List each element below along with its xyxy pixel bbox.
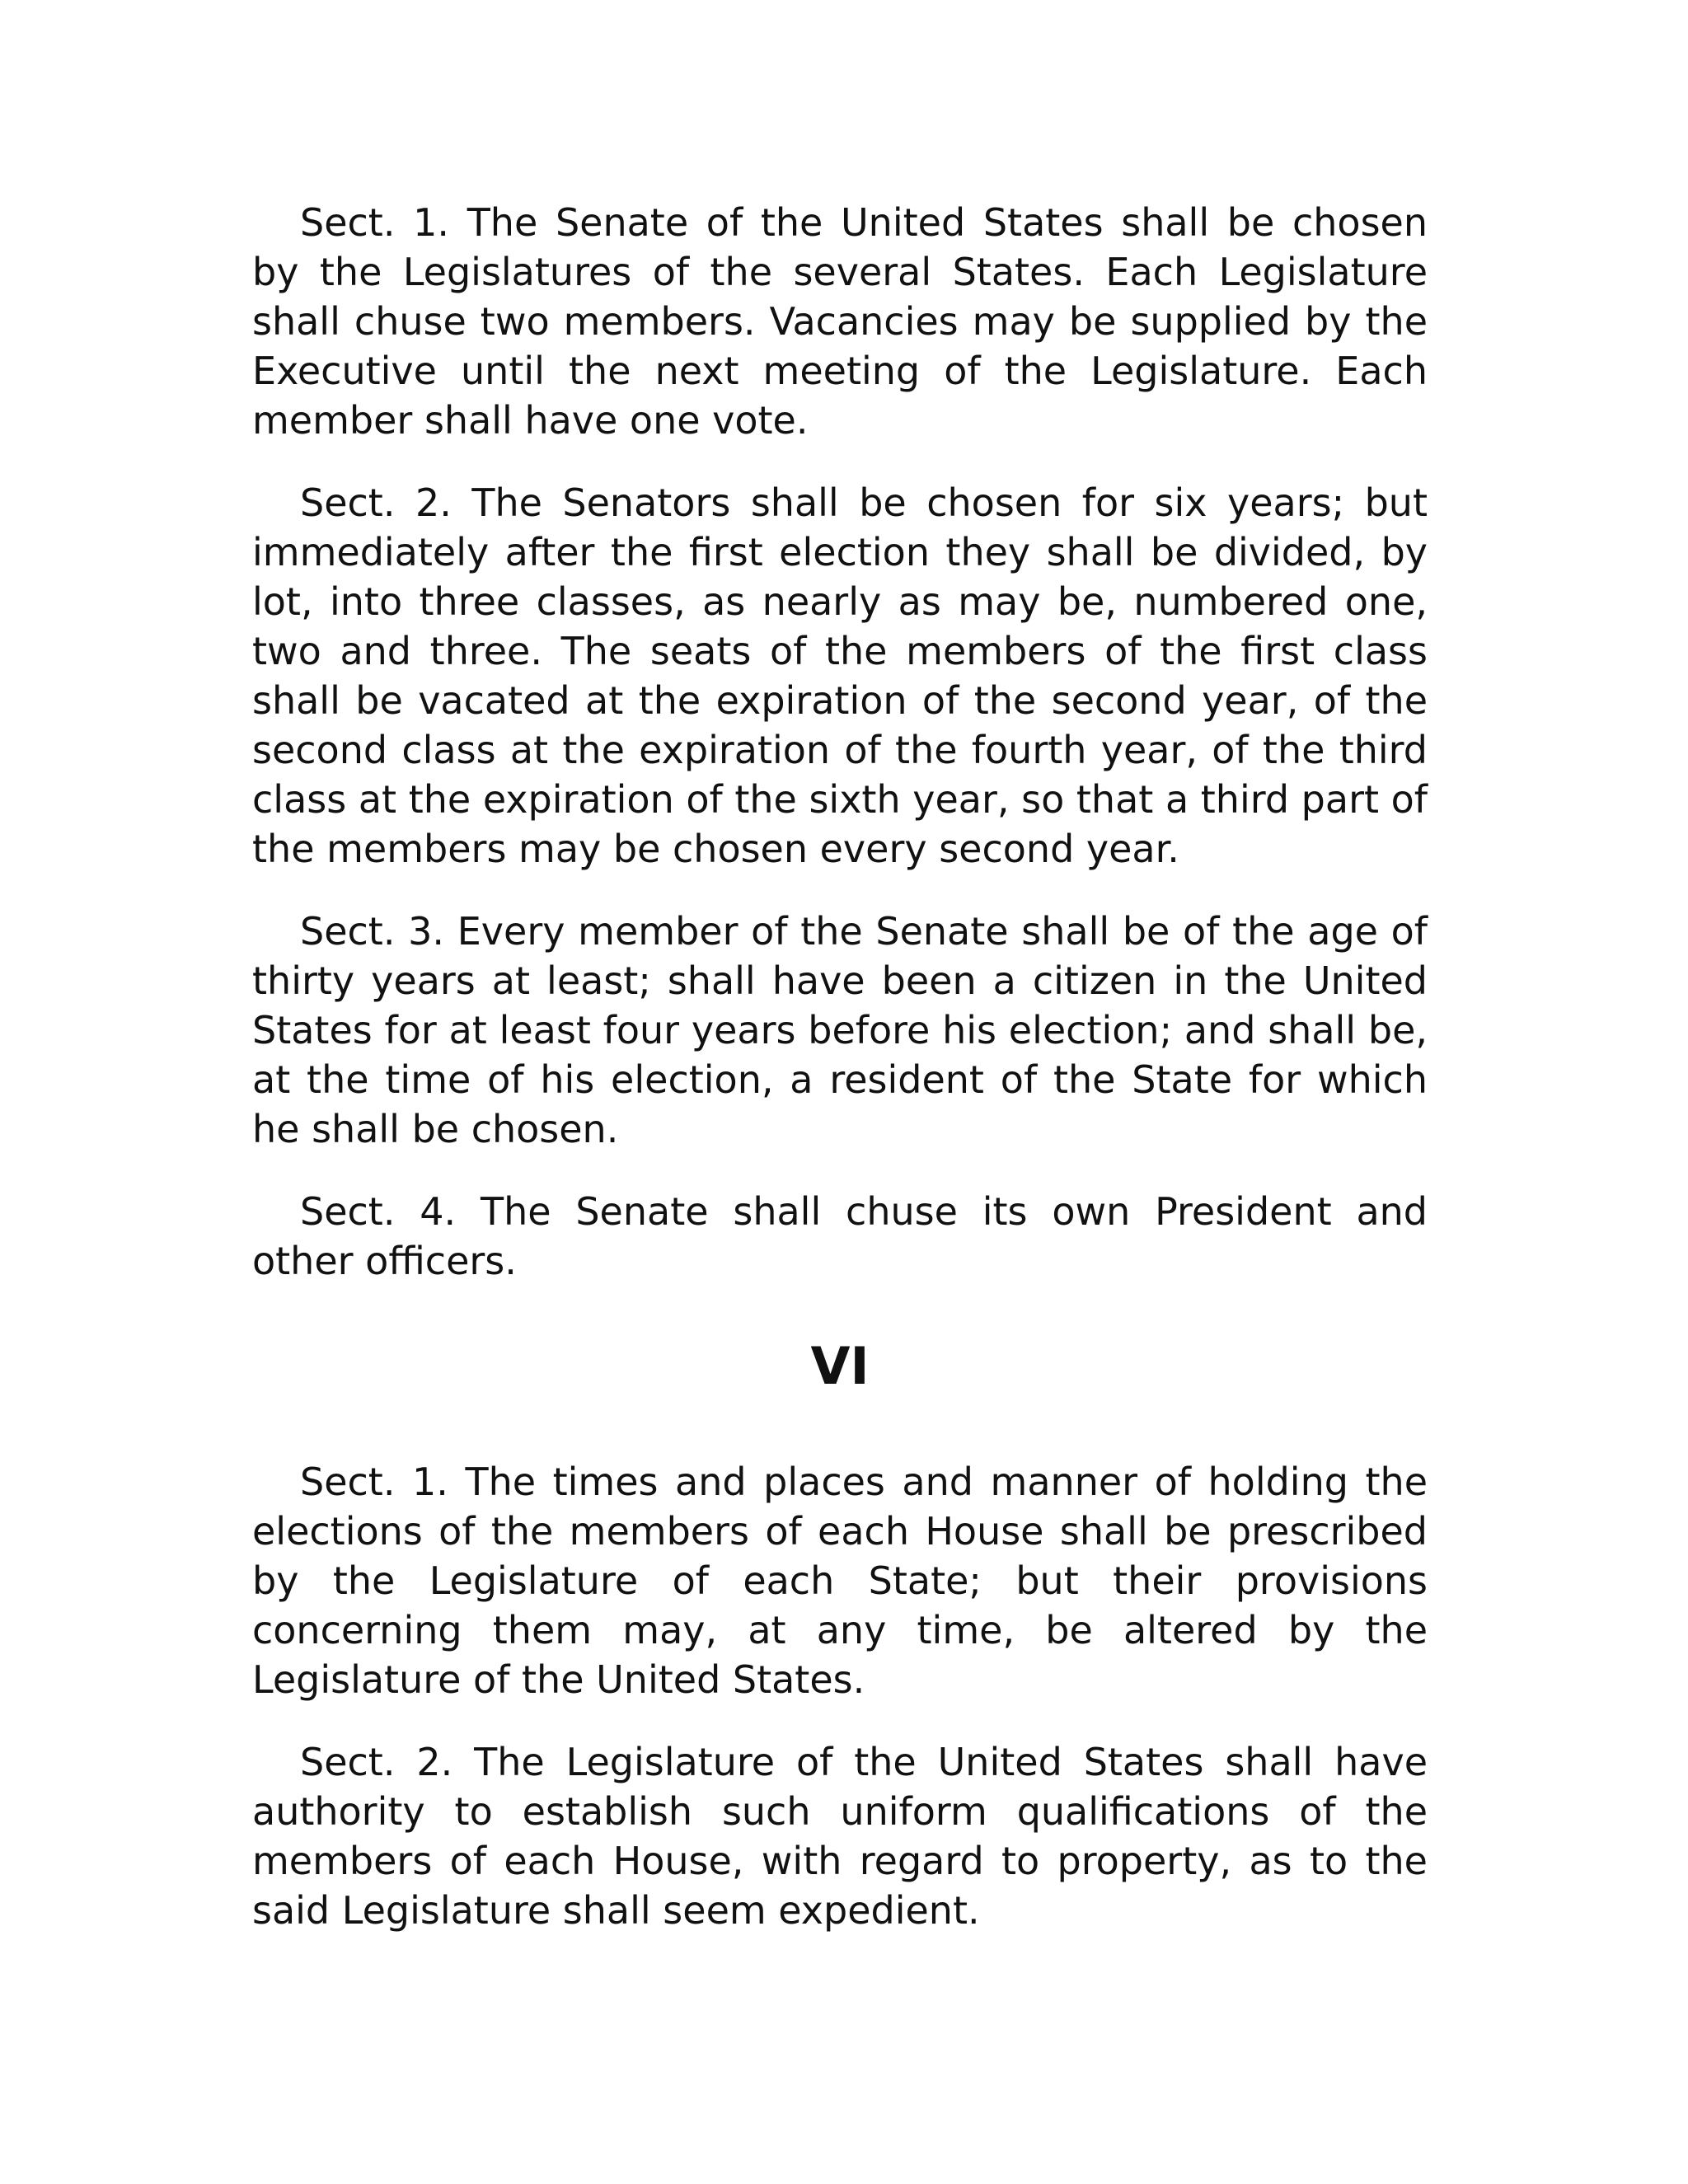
article-vi-section-2: Sect. 2. The Legislature of the United States shall have authority to establish such uniform qualifications of the members of each House, with regard to property, as to the said Legislature shall seem expedient. [252,1740,1428,1933]
article-v-section-1: Sect. 1. The Senate of the United States shall be chosen by the Legislatures of the several States. Each Legislature shall chuse two members. Vacancies may be supplied by the Executive until the next meeting of the Legislature. Each member shall have one vote. [252,200,1428,443]
article-vi-heading: VI [810,1336,870,1396]
article-v-section-3: Sect. 3. Every member of the Senate shall be of the age of thirty years at least; shall have been a citizen in the United States for at least four years before his election; and shall be, at the time of his election, a resident of the State for which he shall be chosen. [252,909,1428,1151]
article-v-section-2: Sect. 2. The Senators shall be chosen for six years; but immediately after the first election they shall be divided, by lot, into three classes, as nearly as may be, numbered one, two and three. The seats of the members of the first class shall be vacated at the expiration of the second year, of the second class at the expiration of the fourth year, of the third class at the expiration of the sixth year, so that a third part of the members may be chosen every second year. [252,480,1428,871]
document-body [252,198,1428,1968]
article-v-section-4: Sect. 4. The Senate shall chuse its own President and other officers. [252,1189,1428,1283]
article-vi-section-1: Sect. 1. The times and places and manner of holding the elections of the members of each House shall be prescribed by the Legislature of each State; but their provisions concerning them may, at any time, be altered by the Legislature of the United States. [252,1460,1428,1702]
